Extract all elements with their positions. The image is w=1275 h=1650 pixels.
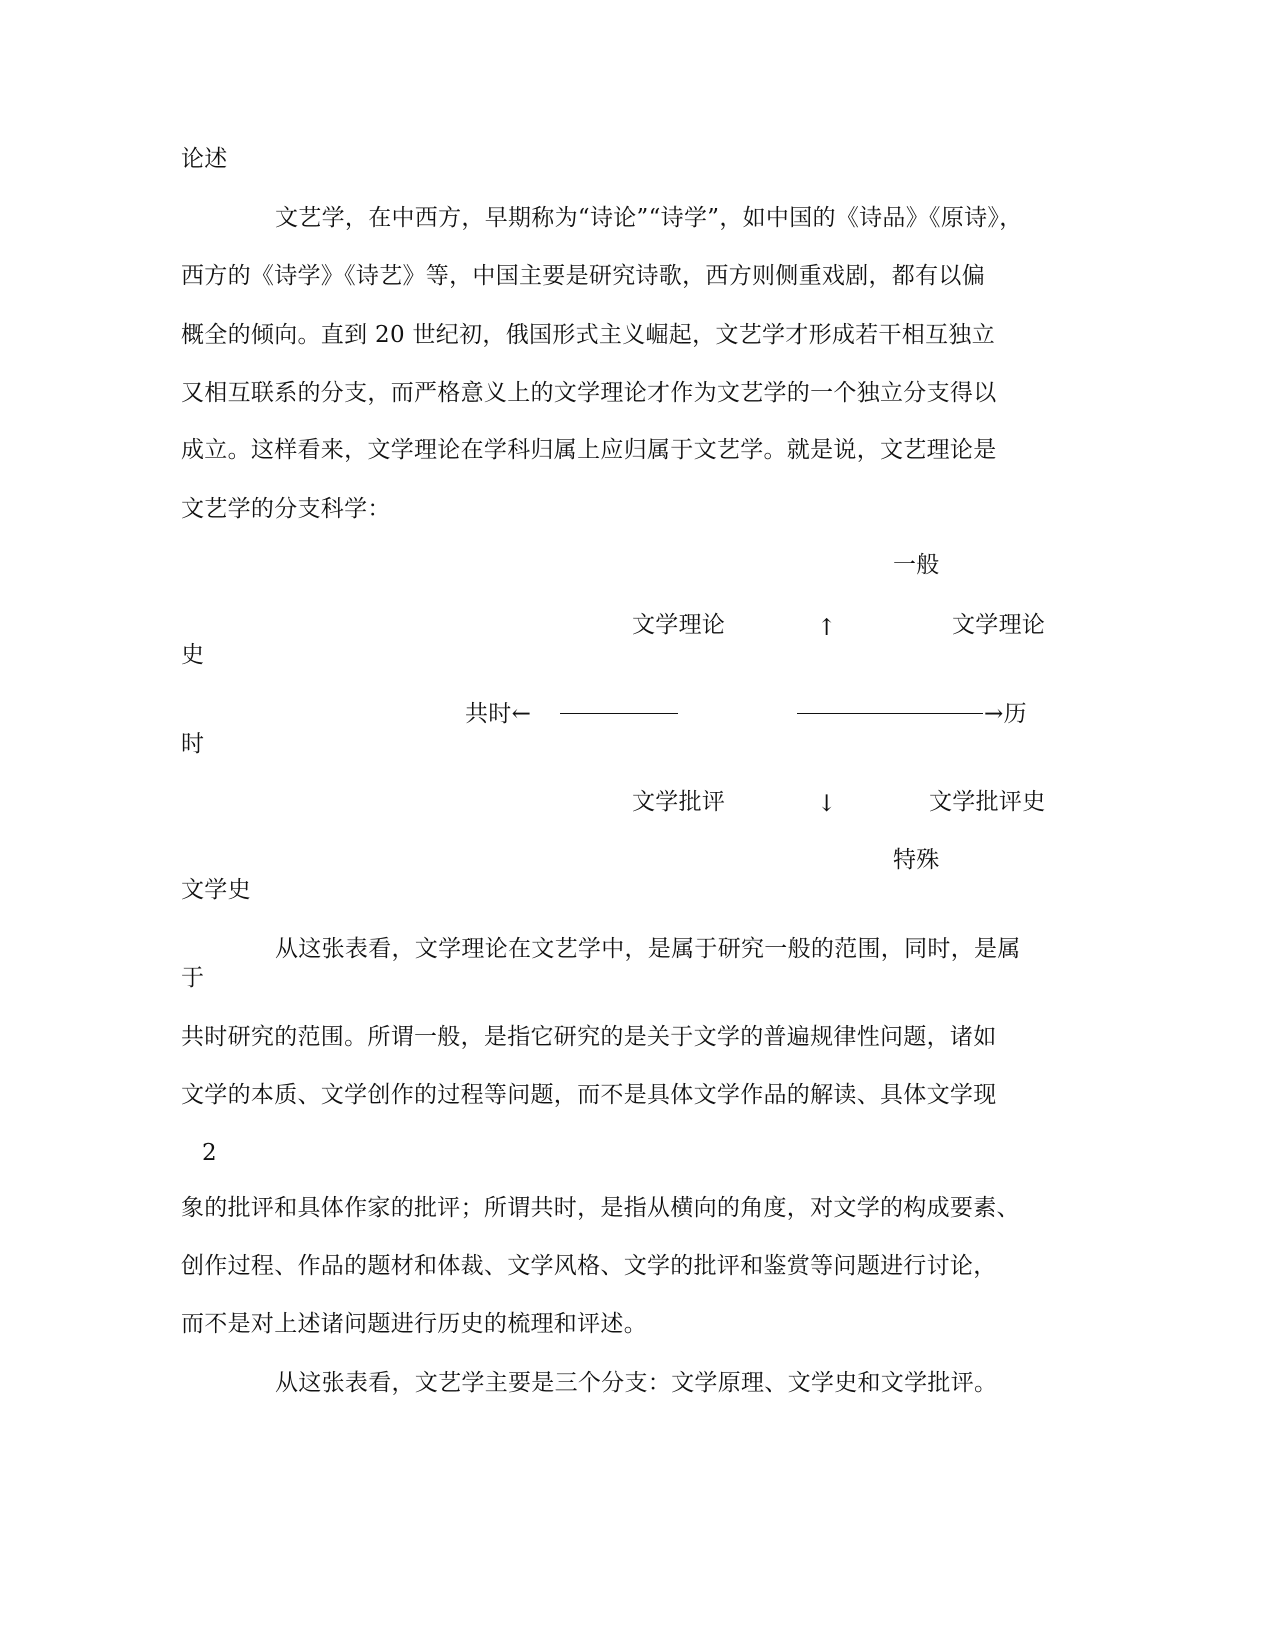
diagram-down-arrow: ↓ bbox=[817, 791, 837, 817]
para1-line-4: 又相互联系的分支，而严格意义上的文学理论才作为文艺学的一个独立分支得以 bbox=[181, 380, 997, 406]
heading: 论述 bbox=[181, 146, 228, 172]
para2-line-4: 文学的本质、文学创作的过程等问题，而不是具体文学作品的解读、具体文学现 bbox=[181, 1082, 997, 1108]
diagram-theory-history-wrap: 史 bbox=[181, 642, 205, 668]
para1-line-5: 成立。这样看来，文学理论在学科归属上应归属于文艺学。就是说，文艺理论是 bbox=[181, 437, 997, 463]
para1-line-3: 概全的倾向。直到 20 世纪初，俄国形式主义崛起，文艺学才形成若干相互独立 bbox=[181, 322, 995, 348]
diagram-right-rule bbox=[797, 713, 983, 714]
para1-line-6: 文艺学的分支科学： bbox=[181, 496, 391, 522]
diagram-particular-label: 特殊 bbox=[893, 847, 940, 873]
diagram-diachronic-label: →历 bbox=[984, 701, 1027, 727]
diagram-synchronic-label: 共时← bbox=[465, 701, 532, 727]
para3-line-1: 象的批评和具体作家的批评；所谓共时，是指从横向的角度，对文学的构成要素、 bbox=[181, 1195, 1020, 1221]
diagram-theory-label: 文学理论 bbox=[632, 612, 726, 638]
page-number: 2 bbox=[202, 1140, 217, 1166]
para2-line-1: 从这张表看，文学理论在文艺学中，是属于研究一般的范围，同时，是属 bbox=[275, 936, 1021, 962]
diagram-criticism-history-label: 文学批评史 bbox=[929, 789, 1046, 815]
diagram-diachronic-wrap: 时 bbox=[181, 731, 205, 757]
para2-line-3: 共时研究的范围。所谓一般，是指它研究的是关于文学的普遍规律性问题，诸如 bbox=[181, 1024, 997, 1050]
para3-line-2: 创作过程、作品的题材和体裁、文学风格、文学的批评和鉴赏等问题进行讨论， bbox=[181, 1253, 997, 1279]
diagram-literary-history-label: 文学史 bbox=[181, 877, 251, 903]
para3-line-3: 而不是对上述诸问题进行历史的梳理和评述。 bbox=[181, 1311, 647, 1337]
para1-line-2: 西方的《诗学》《诗艺》等，中国主要是研究诗歌，西方则侧重戏剧，都有以偏 bbox=[181, 263, 985, 289]
para1-line-1: 文艺学，在中西方，早期称为“诗论”“诗学”，如中国的《诗品》《原诗》， bbox=[275, 205, 1023, 231]
para2-line-2: 于 bbox=[181, 965, 205, 991]
para4: 从这张表看，文艺学主要是三个分支：文学原理、文学史和文学批评。 bbox=[275, 1370, 998, 1396]
diagram-left-rule bbox=[560, 713, 678, 714]
diagram-theory-history-label: 文学理论 bbox=[952, 612, 1046, 638]
diagram-up-arrow: ↑ bbox=[817, 615, 837, 641]
diagram-criticism-label: 文学批评 bbox=[632, 789, 726, 815]
diagram-general-label: 一般 bbox=[893, 552, 940, 578]
